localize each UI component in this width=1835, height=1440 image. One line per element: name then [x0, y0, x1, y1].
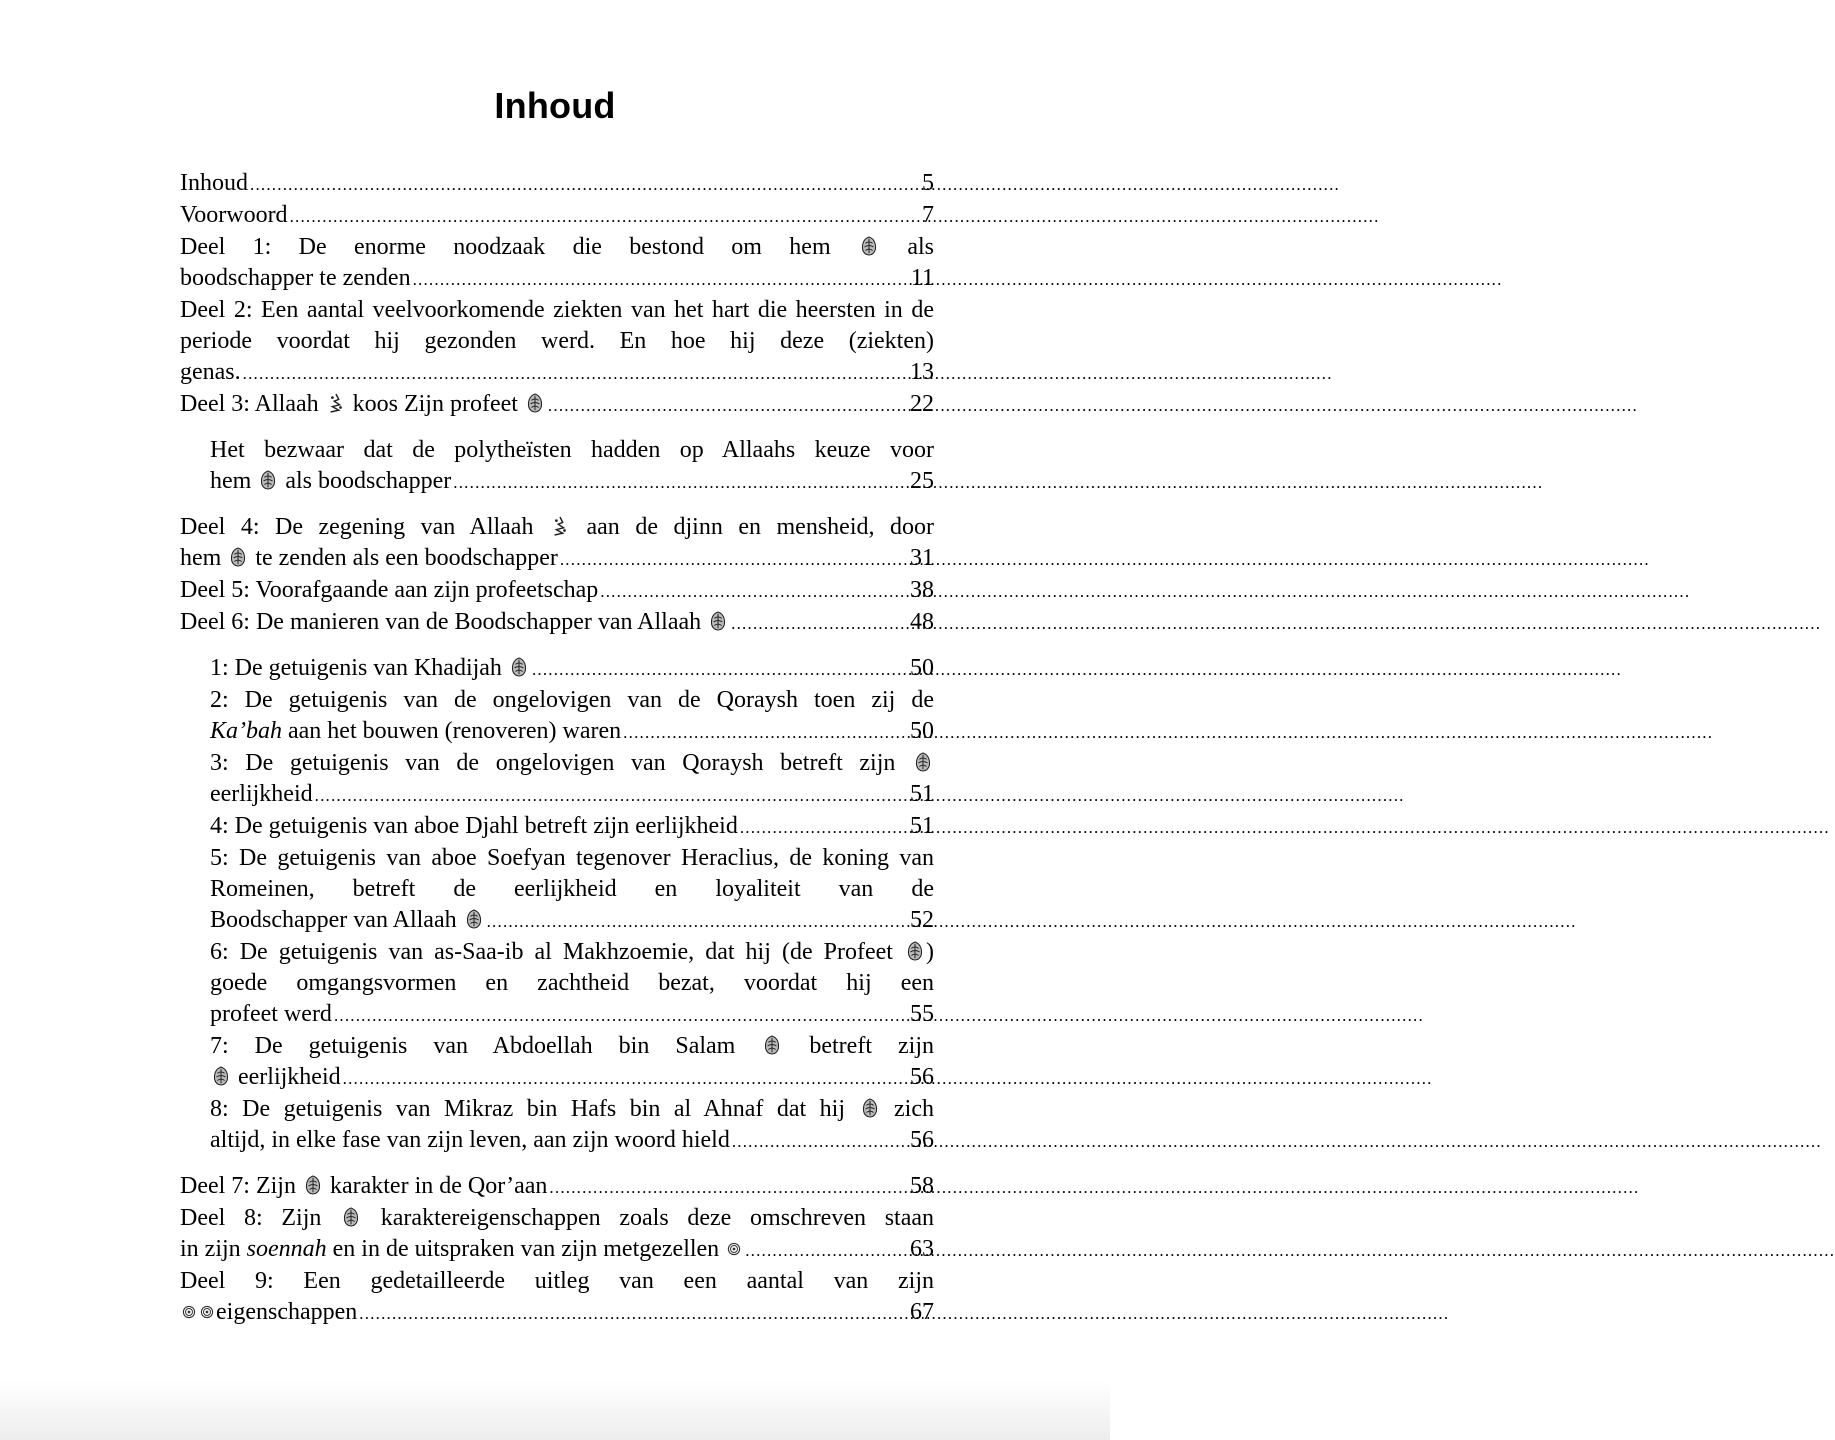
- toc-entry-title-end: altijd, in elke fase van zijn leven, aan zijn woord hield: [210, 1127, 730, 1153]
- page-number: 51: [910, 813, 934, 839]
- toc-entry-title: Deel 8: Zijn karaktereigenschappen zoals deze omschreven staan: [180, 1205, 935, 1231]
- salawat-calligraphy-icon: [906, 940, 924, 962]
- toc-entry[interactable]: [180, 1266, 934, 1329]
- page-number: 55: [910, 1001, 934, 1027]
- dot-leader: [290, 200, 920, 232]
- toc-entry-title: 3: De getuigenis van de ongelovigen van Qoraysh betreft zijn: [210, 748, 934, 779]
- toc-entry-title-end: Deel 3: Allaah koos Zijn profeet: [180, 389, 546, 420]
- salawat-calligraphy-icon: [342, 1206, 360, 1228]
- page-number: 7: [922, 202, 934, 228]
- dot-leader: [250, 168, 920, 200]
- toc-entry-title-end: Ka’bah aan het bouwen (renoveren) waren: [210, 718, 622, 744]
- toc-entry-title: Deel 9: Een gedetailleerde uitleg van een aantal van zijn: [180, 1268, 934, 1294]
- toc-entry-title-end: boodschapper te zenden: [180, 265, 411, 291]
- toc-entry-title-end: profeet werd: [210, 1001, 332, 1027]
- toc-subentry[interactable]: [210, 685, 934, 748]
- toc-entry-title-end: Boodschapper van Allaah: [210, 905, 485, 936]
- page-number: 48: [910, 609, 934, 635]
- toc-entry-title: 8: De getuigenis van Mikraz bin Hafs bin al Ahnaf dat hij zich: [210, 1096, 934, 1122]
- salawat-calligraphy-icon: [259, 469, 277, 491]
- salawat-calligraphy-icon: [526, 392, 544, 414]
- toc-subentry[interactable]: [210, 1094, 934, 1157]
- page-bottom-shadow: [0, 1380, 1110, 1440]
- toc-entry-title-end: Deel 6: De manieren van de Boodschapper van Allaah: [180, 607, 729, 638]
- dot-leader: [732, 1125, 908, 1157]
- page-number: 63: [910, 1236, 934, 1262]
- dot-leader: [548, 389, 908, 421]
- page-number: 50: [910, 718, 934, 744]
- page-number: 67: [910, 1299, 934, 1325]
- toc-entry-title-end: Deel 5: Voorafgaande aan zijn profeetschap: [180, 577, 599, 603]
- page-title: Inhoud: [494, 85, 616, 126]
- page-number: 25: [910, 468, 934, 494]
- toc-entry-title-end: 4: De getuigenis van aboe Djahl betreft zijn eerlijkheid: [210, 813, 738, 839]
- toc-entry-title-end: eerlijkheid: [210, 781, 313, 807]
- page-number: 51: [910, 781, 934, 807]
- dot-leader: [334, 999, 908, 1031]
- salawat-calligraphy-icon: [709, 610, 727, 632]
- toc-entry[interactable]: [180, 389, 934, 421]
- toc-entry[interactable]: [180, 168, 934, 200]
- toc-subentry[interactable]: [210, 748, 934, 811]
- dot-leader: [745, 1234, 908, 1266]
- page-number: 56: [910, 1127, 934, 1153]
- toc-entry-title: Deel 1: De enorme noodzaak die bestond om hem als: [180, 234, 934, 260]
- dot-leader: [740, 811, 908, 843]
- toc-entry-title: 5: De getuigenis van aboe Soefyan tegenover Heraclius, de koning van Romeinen, betreft de eerlijkheid en loyaliteit van de: [210, 845, 934, 902]
- radiallahu-anhum-spiral-icon: [182, 1304, 196, 1320]
- toc-subentry[interactable]: [210, 811, 934, 843]
- toc-entry-title: Deel 4: De zegening van Allaah aan de djinn en mensheid, door: [180, 514, 934, 540]
- dot-leader: [487, 905, 908, 937]
- toc-entry[interactable]: [180, 295, 934, 389]
- toc-entry-title: 7: De getuigenis van Abdoellah bin Salam betreft zijn: [210, 1033, 934, 1059]
- subhanahu-wa-taala-calligraphy-icon: [327, 392, 345, 414]
- page-number: 38: [910, 577, 934, 603]
- toc-entry-title-end: hem als boodschapper: [210, 468, 452, 494]
- toc-entry-title: 2: De getuigenis van de ongelovigen van de Qoraysh toen zij de: [210, 687, 934, 713]
- toc-entry-title-end: 1: De getuigenis van Khadijah: [210, 653, 530, 684]
- toc-entry-title: 6: De getuigenis van as-Saa-ib al Makhzoemie, dat hij (de Profeet ) goede omgangsvormen en zachtheid bezat, voordat hij een: [210, 939, 934, 996]
- dot-leader: [343, 1062, 908, 1094]
- toc-entry-title-end: genas.: [180, 359, 241, 385]
- toc-entry[interactable]: [180, 1171, 934, 1203]
- table-of-contents: [180, 168, 934, 1329]
- toc-entry-title-end: Deel 7: Zijn karakter in de Qor’aan: [180, 1173, 548, 1199]
- toc-entry-title-end: eigenschappen: [180, 1297, 357, 1328]
- toc-entry[interactable]: [180, 1203, 934, 1266]
- dot-leader: [359, 1297, 908, 1329]
- toc-entry[interactable]: [180, 232, 934, 295]
- page-number: 50: [910, 655, 934, 681]
- toc-subentry[interactable]: [210, 1031, 934, 1094]
- salawat-calligraphy-icon: [304, 1174, 322, 1196]
- salawat-calligraphy-icon: [914, 751, 932, 773]
- page-number: 58: [910, 1173, 934, 1199]
- salawat-calligraphy-icon: [465, 908, 483, 930]
- radiallahu-anhum-spiral-icon: [727, 1241, 741, 1257]
- dot-leader: [623, 716, 908, 748]
- toc-entry-title: Het bezwaar dat de polytheïsten hadden op Allaahs keuze voor: [210, 437, 934, 463]
- dot-leader: [560, 543, 908, 575]
- toc-entry[interactable]: [180, 575, 934, 607]
- page-number: 56: [910, 1064, 934, 1090]
- toc-entry-title-end: Inhoud: [180, 170, 248, 196]
- page-number: 13: [910, 359, 934, 385]
- page-number: 52: [910, 907, 934, 933]
- salawat-calligraphy-icon: [229, 546, 247, 568]
- toc-entry-title-end: hem te zenden als een boodschapper: [180, 545, 558, 571]
- page-number: 31: [910, 545, 934, 571]
- dot-leader: [731, 607, 908, 639]
- dot-leader: [243, 357, 908, 389]
- toc-entry-title: Deel 2: Een aantal veelvoorkomende ziekten van het hart die heersten in de periode voordat hij gezonden werd. En hoe hij deze (ziekten): [180, 297, 934, 354]
- salawat-calligraphy-icon: [861, 1097, 879, 1119]
- dot-leader: [453, 466, 908, 498]
- radiallahu-anhum-spiral-icon: [200, 1304, 214, 1320]
- page-number: 11: [910, 265, 934, 291]
- subhanahu-wa-taala-calligraphy-icon: [551, 515, 569, 537]
- toc-entry-title-end: Voorwoord: [180, 202, 288, 228]
- dot-leader: [549, 1171, 908, 1203]
- dot-leader: [600, 575, 908, 607]
- toc-subentry[interactable]: [210, 937, 934, 1031]
- toc-entry-title-end: in zijn soennah en in de uitspraken van zijn metgezellen: [180, 1234, 743, 1265]
- radiallahu-anhu-calligraphy-icon: [763, 1034, 781, 1056]
- toc-subentry[interactable]: [210, 843, 934, 937]
- toc-subentry[interactable]: [210, 435, 934, 498]
- dot-leader: [532, 653, 908, 685]
- salawat-calligraphy-icon: [860, 235, 878, 257]
- page-number: 22: [910, 391, 934, 417]
- italic-term: Ka’bah: [210, 718, 282, 744]
- radiallahu-anha-calligraphy-icon: [510, 656, 528, 678]
- dot-leader: [315, 779, 908, 811]
- page-number: 5: [922, 170, 934, 196]
- toc-entry[interactable]: [180, 607, 934, 639]
- toc-entry-title-end: eerlijkheid: [210, 1062, 341, 1093]
- dot-leader: [413, 263, 909, 295]
- italic-term: soennah: [246, 1236, 327, 1262]
- toc-entry[interactable]: [180, 512, 934, 575]
- toc-subentry[interactable]: [210, 653, 934, 685]
- toc-entry[interactable]: [180, 200, 934, 232]
- salawat-calligraphy-icon: [212, 1065, 230, 1087]
